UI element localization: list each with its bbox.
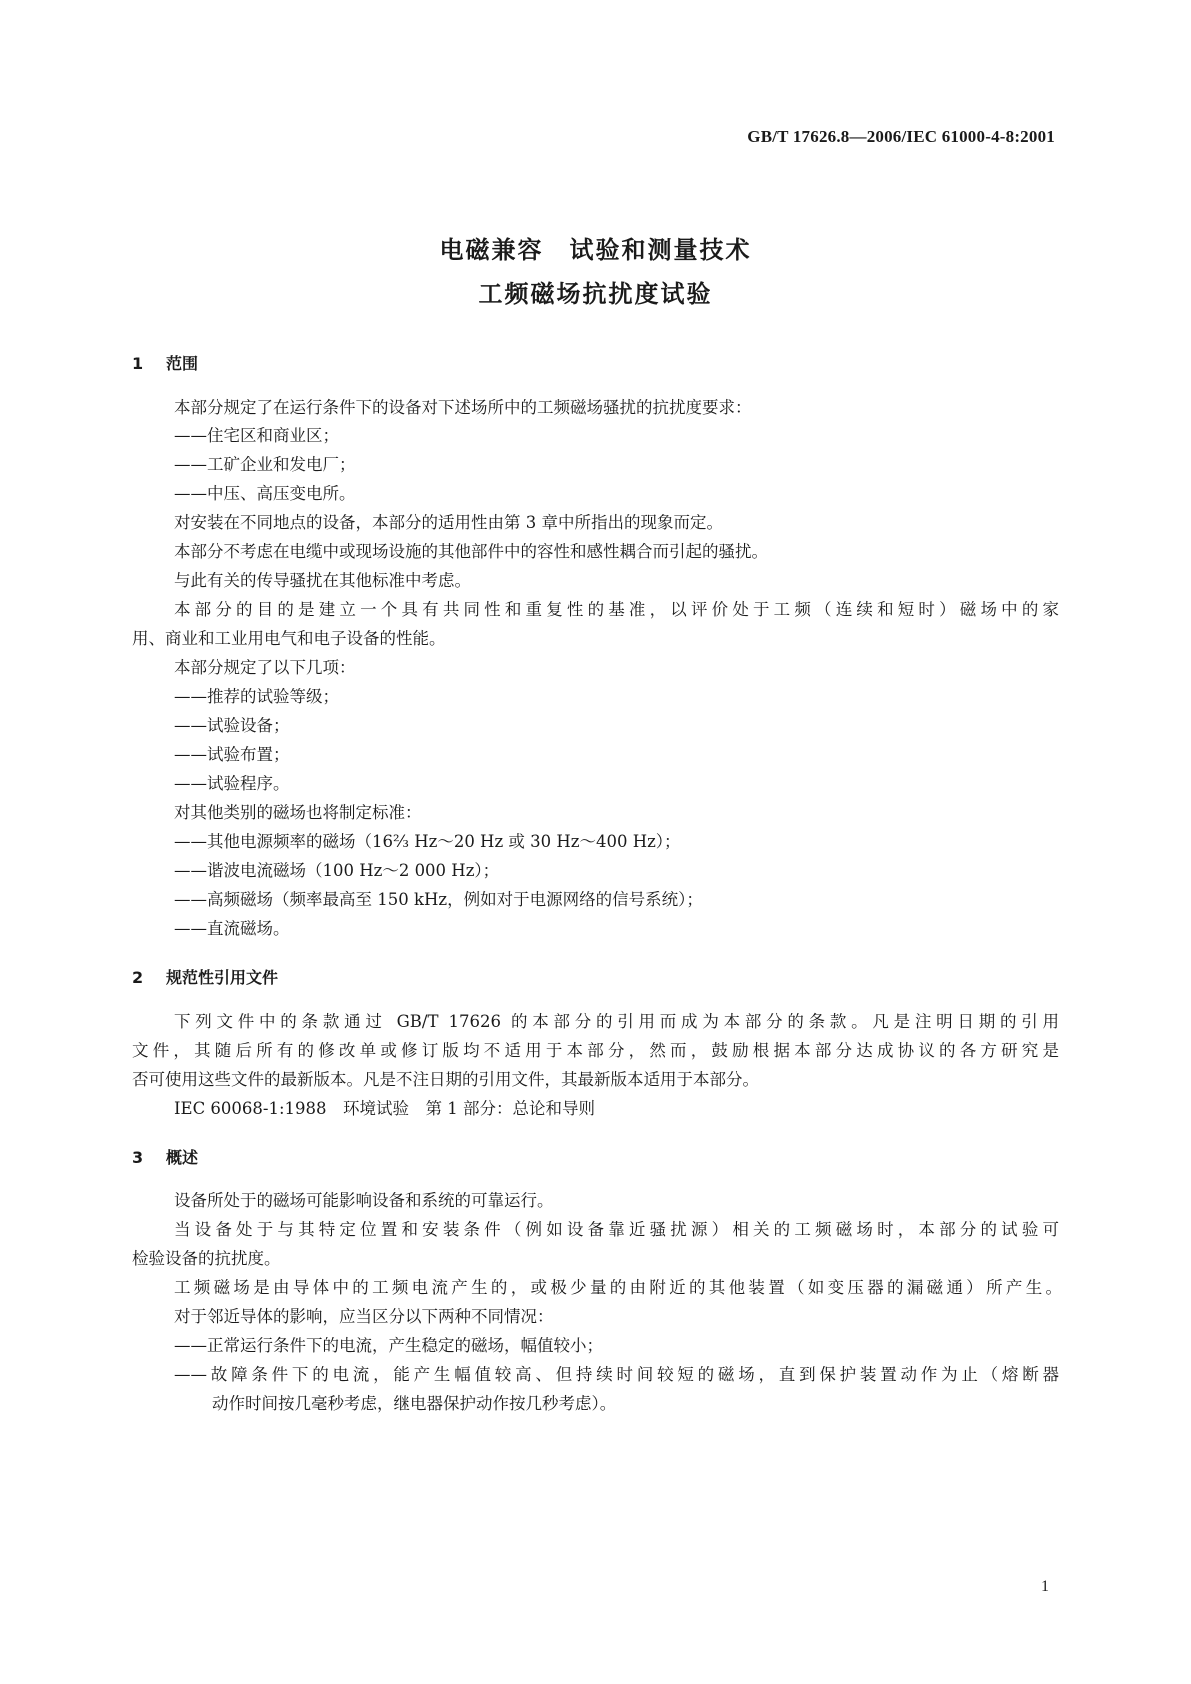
section-1-title: 范围 [166,354,199,373]
section-1-heading [132,351,198,374]
s3-paragraph-2-line1: 当设备处于与其特定位置和安装条件（例如设备靠近骚扰源）相关的工频磁场时，本部分的试验可 [174,1220,1059,1239]
document-title-line2: 工频磁场抗扰度试验 [478,280,713,308]
s3-paragraph-3: 工频磁场是由导体中的工频电流产生的，或极少量的由附近的其他装置（如变压器的漏磁通）所产生。 [174,1278,1062,1297]
s1-paragraph-5-line2: 用、商业和工业用电气和电子设备的性能。 [132,629,446,648]
s3-list-item: ——正常运行条件下的电流，产生稳定的磁场，幅值较小； [174,1336,603,1355]
section-3-number: 3 [132,1148,144,1167]
s1-list2-item: ——推荐的试验等级； [174,687,339,706]
s2-paragraph-1-line1: 下列文件中的条款通过 GB/T 17626 的本部分的引用而成为本部分的条款。凡是注明日期的引用 [174,1012,1059,1031]
s3-paragraph-1: 设备所处于的磁场可能影响设备和系统的可靠运行。 [174,1191,554,1210]
s3-list-item-2-line1: ——故障条件下的电流，能产生幅值较高、但持续时间较短的磁场，直到保护装置动作为止（熔断器 [174,1365,1059,1384]
s1-list1-item: ——住宅区和商业区； [174,426,339,445]
s2-paragraph-1-line3: 否可使用这些文件的最新版本。凡是不注日期的引用文件，其最新版本适用于本部分。 [132,1070,759,1089]
s1-list3-item: ——直流磁场。 [174,919,290,938]
s1-list3-item: ——其他电源频率的磁场（16⅔ Hz～20 Hz 或 30 Hz～400 Hz）； [174,832,681,851]
section-1-number: 1 [132,354,144,373]
s1-paragraph-7: 对其他类别的磁场也将制定标准： [174,803,422,822]
section-2-title: 规范性引用文件 [166,968,279,987]
s2-paragraph-1-line2: 文件，其随后所有的修改单或修订版均不适用于本部分，然而，鼓励根据本部分达成协议的各方研究是 [132,1041,1059,1060]
s2-reference-1: IEC 60068-1:1988 环境试验 第 1 部分：总论和导则 [174,1099,596,1118]
s1-list2-item: ——试验布置； [174,745,290,764]
s1-paragraph-6: 本部分规定了以下几项： [174,658,356,677]
s1-list3-item: ——高频磁场（频率最高至 150 kHz，例如对于电源网络的信号系统）； [174,890,703,909]
s1-paragraph-2: 对安装在不同地点的设备，本部分的适用性由第 3 章中所指出的现象而定。 [174,513,723,532]
section-3-title: 概述 [166,1148,199,1167]
s1-list2-item: ——试验程序。 [174,774,290,793]
s1-list2-item: ——试验设备； [174,716,290,735]
s1-list3-item: ——谐波电流磁场（100 Hz～2 000 Hz）； [174,861,500,880]
section-2-number: 2 [132,968,144,987]
page-number: 1 [1041,1578,1049,1595]
s1-list1-item: ——中压、高压变电所。 [174,484,356,503]
s1-paragraph-4: 与此有关的传导骚扰在其他标准中考虑。 [174,571,471,590]
s1-paragraph-1: 本部分规定了在运行条件下的设备对下述场所中的工频磁场骚扰的抗扰度要求： [174,398,752,417]
document-title-line1: 电磁兼容 试验和测量技术 [439,236,752,264]
section-2-heading [132,965,278,988]
s3-paragraph-2-line2: 检验设备的抗扰度。 [132,1249,281,1268]
s1-paragraph-5-line1: 本部分的目的是建立一个具有共同性和重复性的基准，以评价处于工频（连续和短时）磁场中的家 [174,600,1059,619]
standard-code: GB/T 17626.8—2006/IEC 61000-4-8:2001 [747,127,1055,146]
s1-paragraph-3: 本部分不考虑在电缆中或现场设施的其他部件中的容性和感性耦合而引起的骚扰。 [174,542,768,561]
s3-paragraph-4: 对于邻近导体的影响，应当区分以下两种不同情况： [174,1307,554,1326]
s3-list-item-2-line2: 动作时间按几毫秒考虑，继电器保护动作按几秒考虑）。 [212,1394,617,1413]
section-3-heading [132,1145,198,1168]
s1-list1-item: ——工矿企业和发电厂； [174,455,356,474]
